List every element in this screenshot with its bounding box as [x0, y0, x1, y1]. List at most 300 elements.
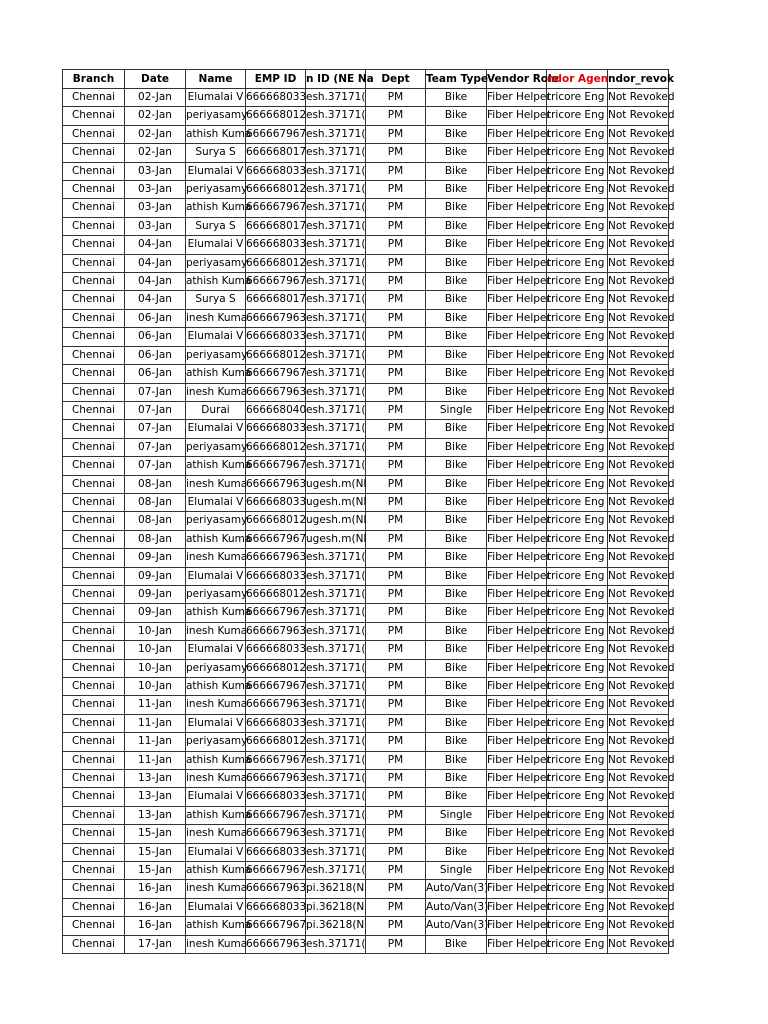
cell-emp-id[interactable]: 666667967 [246, 125, 306, 143]
cell-vendor-agency[interactable]: tricore Eng [547, 420, 608, 438]
cell-dept[interactable]: PM [366, 659, 426, 677]
cell-date[interactable]: 16-Jan [125, 898, 186, 916]
cell-branch[interactable]: Chennai [63, 162, 125, 180]
cell-vendor-revoked[interactable]: Not Revoked [608, 309, 669, 327]
cell-name[interactable]: inesh Kuma [186, 309, 246, 327]
cell-name[interactable]: Durai [186, 401, 246, 419]
cell-vendor-agency[interactable]: tricore Eng [547, 825, 608, 843]
cell-emp-id[interactable]: 666667967 [246, 199, 306, 217]
cell-vendor-role[interactable]: Fiber Helper [487, 217, 547, 235]
cell-team-type[interactable]: Single [426, 862, 487, 880]
cell-branch[interactable]: Chennai [63, 401, 125, 419]
cell-branch[interactable]: Chennai [63, 291, 125, 309]
cell-login-id[interactable]: esh.37171( [306, 346, 366, 364]
cell-emp-id[interactable]: 666668033 [246, 714, 306, 732]
cell-vendor-revoked[interactable]: Not Revoked [608, 770, 669, 788]
cell-vendor-agency[interactable]: tricore Eng [547, 678, 608, 696]
cell-team-type[interactable]: Bike [426, 843, 487, 861]
cell-name[interactable]: inesh Kuma [186, 770, 246, 788]
cell-date[interactable]: 03-Jan [125, 199, 186, 217]
cell-emp-id[interactable]: 666667963 [246, 549, 306, 567]
cell-dept[interactable]: PM [366, 144, 426, 162]
cell-team-type[interactable]: Bike [426, 273, 487, 291]
cell-login-id[interactable]: esh.37171( [306, 751, 366, 769]
cell-team-type[interactable]: Bike [426, 254, 487, 272]
cell-name[interactable]: inesh Kuma [186, 383, 246, 401]
cell-team-type[interactable]: Auto/Van(3) [426, 917, 487, 935]
cell-emp-id[interactable]: 666668033 [246, 328, 306, 346]
cell-name[interactable]: periyasamy [186, 512, 246, 530]
cell-dept[interactable]: PM [366, 806, 426, 824]
cell-team-type[interactable]: Bike [426, 475, 487, 493]
cell-vendor-agency[interactable]: tricore Eng [547, 89, 608, 107]
cell-vendor-revoked[interactable]: Not Revoked [608, 346, 669, 364]
cell-date[interactable]: 13-Jan [125, 770, 186, 788]
cell-vendor-revoked[interactable]: Not Revoked [608, 530, 669, 548]
cell-vendor-agency[interactable]: tricore Eng [547, 935, 608, 953]
cell-vendor-agency[interactable]: tricore Eng [547, 604, 608, 622]
cell-vendor-role[interactable]: Fiber Helper [487, 457, 547, 475]
cell-team-type[interactable]: Bike [426, 512, 487, 530]
cell-branch[interactable]: Chennai [63, 125, 125, 143]
cell-login-id[interactable]: esh.37171( [306, 788, 366, 806]
cell-date[interactable]: 15-Jan [125, 825, 186, 843]
cell-dept[interactable]: PM [366, 696, 426, 714]
cell-vendor-role[interactable]: Fiber Helper [487, 236, 547, 254]
cell-date[interactable]: 08-Jan [125, 475, 186, 493]
cell-vendor-agency[interactable]: tricore Eng [547, 585, 608, 603]
cell-date[interactable]: 06-Jan [125, 365, 186, 383]
cell-date[interactable]: 10-Jan [125, 622, 186, 640]
cell-branch[interactable]: Chennai [63, 181, 125, 199]
cell-vendor-agency[interactable]: tricore Eng [547, 862, 608, 880]
cell-dept[interactable]: PM [366, 475, 426, 493]
cell-name[interactable]: Surya S [186, 217, 246, 235]
column-header-branch[interactable]: Branch [63, 70, 125, 89]
cell-team-type[interactable]: Bike [426, 328, 487, 346]
cell-vendor-agency[interactable]: tricore Eng [547, 641, 608, 659]
cell-vendor-revoked[interactable]: Not Revoked [608, 199, 669, 217]
cell-date[interactable]: 08-Jan [125, 530, 186, 548]
cell-login-id[interactable]: ugesh.m(NI [306, 512, 366, 530]
cell-dept[interactable]: PM [366, 880, 426, 898]
cell-name[interactable]: inesh Kuma [186, 696, 246, 714]
cell-vendor-revoked[interactable]: Not Revoked [608, 880, 669, 898]
cell-vendor-agency[interactable]: tricore Eng [547, 475, 608, 493]
cell-branch[interactable]: Chennai [63, 144, 125, 162]
cell-emp-id[interactable]: 666668012 [246, 585, 306, 603]
cell-name[interactable]: athish Kuma [186, 530, 246, 548]
cell-team-type[interactable]: Bike [426, 549, 487, 567]
cell-vendor-agency[interactable]: tricore Eng [547, 346, 608, 364]
cell-vendor-role[interactable]: Fiber Helper [487, 880, 547, 898]
cell-vendor-role[interactable]: Fiber Helper [487, 199, 547, 217]
cell-team-type[interactable]: Bike [426, 346, 487, 364]
cell-login-id[interactable]: esh.37171( [306, 365, 366, 383]
cell-vendor-revoked[interactable]: Not Revoked [608, 567, 669, 585]
cell-emp-id[interactable]: 666668033 [246, 843, 306, 861]
cell-name[interactable]: athish Kuma [186, 678, 246, 696]
cell-dept[interactable]: PM [366, 493, 426, 511]
cell-dept[interactable]: PM [366, 862, 426, 880]
cell-dept[interactable]: PM [366, 457, 426, 475]
cell-login-id[interactable]: esh.37171( [306, 236, 366, 254]
cell-date[interactable]: 10-Jan [125, 659, 186, 677]
cell-branch[interactable]: Chennai [63, 604, 125, 622]
cell-branch[interactable]: Chennai [63, 236, 125, 254]
cell-vendor-role[interactable]: Fiber Helper [487, 291, 547, 309]
cell-date[interactable]: 09-Jan [125, 549, 186, 567]
cell-emp-id[interactable]: 666668012 [246, 346, 306, 364]
cell-vendor-revoked[interactable]: Not Revoked [608, 144, 669, 162]
cell-date[interactable]: 09-Jan [125, 585, 186, 603]
cell-login-id[interactable]: esh.37171( [306, 678, 366, 696]
cell-branch[interactable]: Chennai [63, 788, 125, 806]
cell-branch[interactable]: Chennai [63, 733, 125, 751]
cell-team-type[interactable]: Bike [426, 825, 487, 843]
cell-team-type[interactable]: Bike [426, 641, 487, 659]
cell-name[interactable]: periyasamy [186, 107, 246, 125]
cell-vendor-agency[interactable]: tricore Eng [547, 917, 608, 935]
cell-vendor-agency[interactable]: tricore Eng [547, 622, 608, 640]
cell-vendor-revoked[interactable]: Not Revoked [608, 401, 669, 419]
cell-team-type[interactable]: Bike [426, 217, 487, 235]
cell-vendor-revoked[interactable]: Not Revoked [608, 107, 669, 125]
cell-emp-id[interactable]: 666667967 [246, 365, 306, 383]
cell-login-id[interactable]: esh.37171( [306, 733, 366, 751]
cell-emp-id[interactable]: 666668033 [246, 567, 306, 585]
cell-vendor-revoked[interactable]: Not Revoked [608, 254, 669, 272]
cell-login-id[interactable]: esh.37171( [306, 125, 366, 143]
cell-branch[interactable]: Chennai [63, 512, 125, 530]
cell-vendor-revoked[interactable]: Not Revoked [608, 549, 669, 567]
cell-dept[interactable]: PM [366, 125, 426, 143]
cell-team-type[interactable]: Bike [426, 438, 487, 456]
cell-vendor-agency[interactable]: tricore Eng [547, 199, 608, 217]
cell-dept[interactable]: PM [366, 788, 426, 806]
column-header-emp-id[interactable]: EMP ID [246, 70, 306, 89]
cell-login-id[interactable]: esh.37171( [306, 383, 366, 401]
cell-vendor-role[interactable]: Fiber Helper [487, 273, 547, 291]
cell-name[interactable]: inesh Kuma [186, 475, 246, 493]
column-header-login-id[interactable]: n ID (NE Na [306, 70, 366, 89]
cell-dept[interactable]: PM [366, 770, 426, 788]
cell-vendor-revoked[interactable]: Not Revoked [608, 935, 669, 953]
cell-vendor-agency[interactable]: tricore Eng [547, 217, 608, 235]
cell-emp-id[interactable]: 666668017 [246, 217, 306, 235]
cell-date[interactable]: 07-Jan [125, 420, 186, 438]
cell-branch[interactable]: Chennai [63, 567, 125, 585]
cell-vendor-agency[interactable]: tricore Eng [547, 309, 608, 327]
cell-login-id[interactable]: ugesh.m(NI [306, 475, 366, 493]
cell-date[interactable]: 02-Jan [125, 89, 186, 107]
cell-dept[interactable]: PM [366, 898, 426, 916]
cell-branch[interactable]: Chennai [63, 714, 125, 732]
cell-vendor-revoked[interactable]: Not Revoked [608, 659, 669, 677]
cell-vendor-revoked[interactable]: Not Revoked [608, 512, 669, 530]
cell-vendor-role[interactable]: Fiber Helper [487, 530, 547, 548]
cell-branch[interactable]: Chennai [63, 843, 125, 861]
cell-vendor-revoked[interactable]: Not Revoked [608, 420, 669, 438]
cell-vendor-revoked[interactable]: Not Revoked [608, 493, 669, 511]
cell-branch[interactable]: Chennai [63, 346, 125, 364]
cell-vendor-role[interactable]: Fiber Helper [487, 365, 547, 383]
cell-login-id[interactable]: esh.37171( [306, 714, 366, 732]
cell-branch[interactable]: Chennai [63, 309, 125, 327]
cell-vendor-role[interactable]: Fiber Helper [487, 788, 547, 806]
cell-emp-id[interactable]: 666667967 [246, 751, 306, 769]
cell-emp-id[interactable]: 666668033 [246, 788, 306, 806]
cell-emp-id[interactable]: 666668012 [246, 438, 306, 456]
cell-vendor-revoked[interactable]: Not Revoked [608, 843, 669, 861]
cell-team-type[interactable]: Bike [426, 144, 487, 162]
cell-emp-id[interactable]: 666668040 [246, 401, 306, 419]
cell-dept[interactable]: PM [366, 328, 426, 346]
cell-name[interactable]: inesh Kuma [186, 549, 246, 567]
cell-emp-id[interactable]: 666667967 [246, 457, 306, 475]
cell-vendor-role[interactable]: Fiber Helper [487, 549, 547, 567]
cell-vendor-role[interactable]: Fiber Helper [487, 162, 547, 180]
cell-branch[interactable]: Chennai [63, 475, 125, 493]
cell-emp-id[interactable]: 666668033 [246, 236, 306, 254]
cell-emp-id[interactable]: 666667963 [246, 309, 306, 327]
cell-vendor-agency[interactable]: tricore Eng [547, 714, 608, 732]
cell-date[interactable]: 17-Jan [125, 935, 186, 953]
cell-dept[interactable]: PM [366, 512, 426, 530]
cell-vendor-agency[interactable]: tricore Eng [547, 770, 608, 788]
cell-date[interactable]: 15-Jan [125, 862, 186, 880]
cell-vendor-agency[interactable]: tricore Eng [547, 365, 608, 383]
cell-team-type[interactable]: Bike [426, 659, 487, 677]
cell-vendor-revoked[interactable]: Not Revoked [608, 733, 669, 751]
cell-date[interactable]: 07-Jan [125, 383, 186, 401]
cell-branch[interactable]: Chennai [63, 254, 125, 272]
cell-date[interactable]: 03-Jan [125, 217, 186, 235]
cell-login-id[interactable]: esh.37171( [306, 328, 366, 346]
cell-vendor-revoked[interactable]: Not Revoked [608, 751, 669, 769]
cell-vendor-revoked[interactable]: Not Revoked [608, 917, 669, 935]
cell-branch[interactable]: Chennai [63, 420, 125, 438]
cell-vendor-agency[interactable]: tricore Eng [547, 457, 608, 475]
cell-name[interactable]: periyasamy [186, 254, 246, 272]
cell-vendor-agency[interactable]: tricore Eng [547, 659, 608, 677]
cell-name[interactable]: periyasamy [186, 733, 246, 751]
cell-team-type[interactable]: Bike [426, 751, 487, 769]
cell-vendor-role[interactable]: Fiber Helper [487, 383, 547, 401]
cell-vendor-role[interactable]: Fiber Helper [487, 604, 547, 622]
cell-vendor-revoked[interactable]: Not Revoked [608, 328, 669, 346]
cell-emp-id[interactable]: 666668012 [246, 512, 306, 530]
cell-emp-id[interactable]: 666668033 [246, 420, 306, 438]
column-header-vendor-agency[interactable]: ndor Agen [547, 70, 608, 89]
cell-team-type[interactable]: Bike [426, 309, 487, 327]
cell-emp-id[interactable]: 666667967 [246, 604, 306, 622]
cell-login-id[interactable]: esh.37171( [306, 622, 366, 640]
cell-name[interactable]: athish Kuma [186, 604, 246, 622]
cell-emp-id[interactable]: 666667967 [246, 806, 306, 824]
cell-team-type[interactable]: Bike [426, 935, 487, 953]
cell-vendor-agency[interactable]: tricore Eng [547, 567, 608, 585]
cell-vendor-revoked[interactable]: Not Revoked [608, 438, 669, 456]
cell-branch[interactable]: Chennai [63, 530, 125, 548]
cell-team-type[interactable]: Bike [426, 678, 487, 696]
cell-team-type[interactable]: Bike [426, 604, 487, 622]
cell-vendor-revoked[interactable]: Not Revoked [608, 89, 669, 107]
cell-branch[interactable]: Chennai [63, 217, 125, 235]
cell-login-id[interactable]: pi.36218(N [306, 898, 366, 916]
cell-date[interactable]: 02-Jan [125, 107, 186, 125]
cell-login-id[interactable]: esh.37171( [306, 420, 366, 438]
cell-login-id[interactable]: esh.37171( [306, 89, 366, 107]
cell-emp-id[interactable]: 666668012 [246, 254, 306, 272]
cell-dept[interactable]: PM [366, 420, 426, 438]
cell-emp-id[interactable]: 666668012 [246, 107, 306, 125]
cell-vendor-revoked[interactable]: Not Revoked [608, 457, 669, 475]
cell-vendor-agency[interactable]: tricore Eng [547, 493, 608, 511]
cell-vendor-agency[interactable]: tricore Eng [547, 181, 608, 199]
cell-emp-id[interactable]: 666667963 [246, 383, 306, 401]
cell-dept[interactable]: PM [366, 549, 426, 567]
cell-dept[interactable]: PM [366, 843, 426, 861]
cell-team-type[interactable]: Bike [426, 585, 487, 603]
cell-login-id[interactable]: esh.37171( [306, 291, 366, 309]
cell-vendor-role[interactable]: Fiber Helper [487, 438, 547, 456]
cell-dept[interactable]: PM [366, 530, 426, 548]
cell-vendor-agency[interactable]: tricore Eng [547, 401, 608, 419]
cell-date[interactable]: 13-Jan [125, 788, 186, 806]
cell-emp-id[interactable]: 666667967 [246, 862, 306, 880]
cell-name[interactable]: Elumalai V [186, 420, 246, 438]
cell-team-type[interactable]: Bike [426, 493, 487, 511]
cell-vendor-role[interactable]: Fiber Helper [487, 512, 547, 530]
cell-login-id[interactable]: esh.37171( [306, 696, 366, 714]
cell-vendor-role[interactable]: Fiber Helper [487, 935, 547, 953]
cell-team-type[interactable]: Bike [426, 788, 487, 806]
cell-vendor-revoked[interactable]: Not Revoked [608, 806, 669, 824]
cell-vendor-revoked[interactable]: Not Revoked [608, 788, 669, 806]
cell-vendor-agency[interactable]: tricore Eng [547, 254, 608, 272]
cell-dept[interactable]: PM [366, 273, 426, 291]
cell-dept[interactable]: PM [366, 622, 426, 640]
cell-branch[interactable]: Chennai [63, 383, 125, 401]
cell-emp-id[interactable]: 666668017 [246, 291, 306, 309]
cell-login-id[interactable]: pi.36218(N [306, 880, 366, 898]
cell-date[interactable]: 16-Jan [125, 880, 186, 898]
cell-team-type[interactable]: Bike [426, 199, 487, 217]
cell-vendor-role[interactable]: Fiber Helper [487, 825, 547, 843]
cell-vendor-role[interactable]: Fiber Helper [487, 714, 547, 732]
cell-dept[interactable]: PM [366, 604, 426, 622]
cell-date[interactable]: 04-Jan [125, 273, 186, 291]
cell-name[interactable]: athish Kuma [186, 273, 246, 291]
cell-vendor-agency[interactable]: tricore Eng [547, 733, 608, 751]
cell-login-id[interactable]: esh.37171( [306, 162, 366, 180]
cell-branch[interactable]: Chennai [63, 641, 125, 659]
cell-branch[interactable]: Chennai [63, 365, 125, 383]
cell-dept[interactable]: PM [366, 365, 426, 383]
cell-name[interactable]: Elumalai V [186, 788, 246, 806]
cell-date[interactable]: 11-Jan [125, 714, 186, 732]
cell-vendor-revoked[interactable]: Not Revoked [608, 125, 669, 143]
cell-team-type[interactable]: Single [426, 806, 487, 824]
cell-vendor-role[interactable]: Fiber Helper [487, 917, 547, 935]
column-header-date[interactable]: Date [125, 70, 186, 89]
column-header-name[interactable]: Name [186, 70, 246, 89]
cell-date[interactable]: 06-Jan [125, 309, 186, 327]
cell-vendor-role[interactable]: Fiber Helper [487, 585, 547, 603]
cell-name[interactable]: inesh Kuma [186, 622, 246, 640]
cell-emp-id[interactable]: 666667963 [246, 825, 306, 843]
cell-login-id[interactable]: pi.36218(N [306, 917, 366, 935]
cell-vendor-role[interactable]: Fiber Helper [487, 328, 547, 346]
cell-dept[interactable]: PM [366, 714, 426, 732]
cell-vendor-revoked[interactable]: Not Revoked [608, 162, 669, 180]
cell-team-type[interactable]: Bike [426, 567, 487, 585]
cell-date[interactable]: 11-Jan [125, 751, 186, 769]
cell-login-id[interactable]: esh.37171( [306, 549, 366, 567]
cell-branch[interactable]: Chennai [63, 328, 125, 346]
cell-emp-id[interactable]: 666668033 [246, 641, 306, 659]
cell-emp-id[interactable]: 666667967 [246, 917, 306, 935]
cell-name[interactable]: inesh Kuma [186, 825, 246, 843]
cell-name[interactable]: Elumalai V [186, 493, 246, 511]
cell-team-type[interactable]: Bike [426, 181, 487, 199]
cell-emp-id[interactable]: 666668012 [246, 659, 306, 677]
cell-vendor-agency[interactable]: tricore Eng [547, 236, 608, 254]
cell-vendor-role[interactable]: Fiber Helper [487, 733, 547, 751]
cell-date[interactable]: 07-Jan [125, 438, 186, 456]
cell-name[interactable]: Elumalai V [186, 236, 246, 254]
cell-branch[interactable]: Chennai [63, 89, 125, 107]
cell-date[interactable]: 15-Jan [125, 843, 186, 861]
cell-date[interactable]: 09-Jan [125, 567, 186, 585]
cell-branch[interactable]: Chennai [63, 935, 125, 953]
cell-vendor-role[interactable]: Fiber Helper [487, 493, 547, 511]
cell-dept[interactable]: PM [366, 401, 426, 419]
cell-vendor-role[interactable]: Fiber Helper [487, 181, 547, 199]
cell-branch[interactable]: Chennai [63, 806, 125, 824]
cell-branch[interactable]: Chennai [63, 880, 125, 898]
cell-vendor-revoked[interactable]: Not Revoked [608, 604, 669, 622]
cell-date[interactable]: 11-Jan [125, 696, 186, 714]
cell-vendor-role[interactable]: Fiber Helper [487, 659, 547, 677]
cell-dept[interactable]: PM [366, 199, 426, 217]
cell-date[interactable]: 08-Jan [125, 493, 186, 511]
cell-vendor-role[interactable]: Fiber Helper [487, 475, 547, 493]
cell-name[interactable]: athish Kuma [186, 457, 246, 475]
cell-team-type[interactable]: Bike [426, 714, 487, 732]
cell-name[interactable]: athish Kuma [186, 199, 246, 217]
cell-branch[interactable]: Chennai [63, 107, 125, 125]
cell-team-type[interactable]: Bike [426, 733, 487, 751]
cell-vendor-role[interactable]: Fiber Helper [487, 770, 547, 788]
cell-vendor-revoked[interactable]: Not Revoked [608, 862, 669, 880]
cell-branch[interactable]: Chennai [63, 862, 125, 880]
cell-date[interactable]: 10-Jan [125, 641, 186, 659]
cell-vendor-revoked[interactable]: Not Revoked [608, 383, 669, 401]
cell-dept[interactable]: PM [366, 678, 426, 696]
cell-branch[interactable]: Chennai [63, 622, 125, 640]
cell-vendor-role[interactable]: Fiber Helper [487, 696, 547, 714]
column-header-vendor-revoked[interactable]: ndor_revok [608, 70, 669, 89]
cell-vendor-revoked[interactable]: Not Revoked [608, 622, 669, 640]
cell-vendor-revoked[interactable]: Not Revoked [608, 714, 669, 732]
cell-login-id[interactable]: esh.37171( [306, 641, 366, 659]
cell-team-type[interactable]: Bike [426, 365, 487, 383]
cell-login-id[interactable]: esh.37171( [306, 825, 366, 843]
cell-name[interactable]: periyasamy [186, 585, 246, 603]
cell-dept[interactable]: PM [366, 346, 426, 364]
